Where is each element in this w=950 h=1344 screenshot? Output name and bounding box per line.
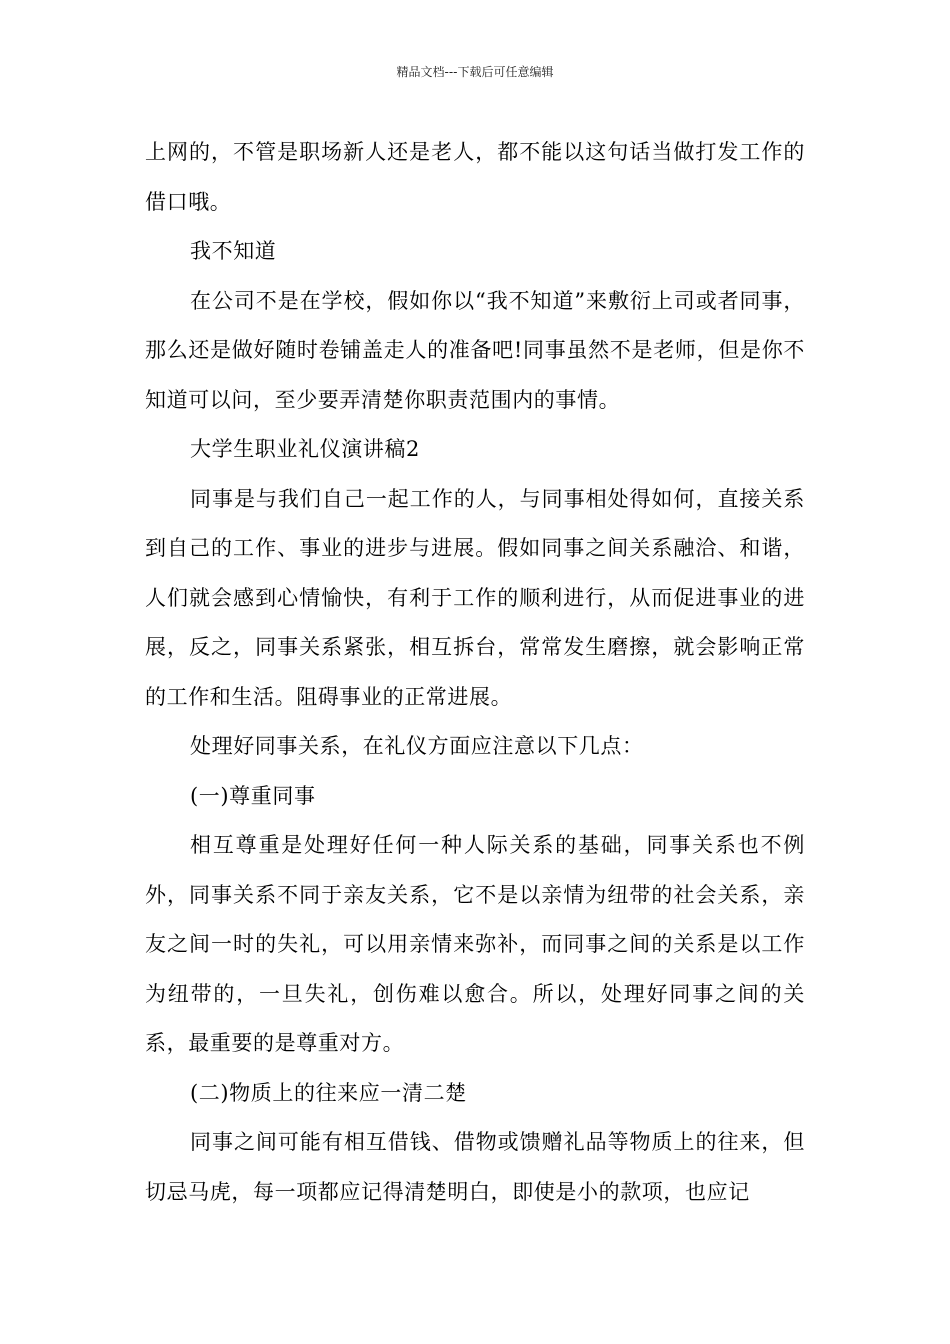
section-title: 大学生职业礼仪演讲稿2 <box>190 437 420 461</box>
document-body <box>145 128 805 1217</box>
paragraph: 处理好同事关系，在礼仪方面应注意以下几点： <box>190 734 644 758</box>
paragraph: 同事之间可能有相互借钱、借物或馈赠礼品等物质上的往来，但切忌马虎，每一项都应记得清楚明白，即使是小的款项，也应记 <box>145 1130 805 1204</box>
paragraph: 相互尊重是处理好任何一种人际关系的基础，同事关系也不例外，同事关系不同于亲友关系，它不是以亲情为纽带的社会关系，亲友之间一时的失礼，可以用亲情来弥补，而同事之间的关系是以工作为纽带的，一旦失礼，创伤难以愈合。所以，处理好同事之间的关系，最重要的是尊重对方。 <box>145 833 805 1055</box>
page-header: 精品文档---下载后可任意编辑 <box>396 65 554 79</box>
paragraph: 同事是与我们自己一起工作的人，与同事相处得如何，直接关系到自己的工作、事业的进步与进展。假如同事之间关系融洽、和谐，人们就会感到心情愉快，有利于工作的顺利进行，从而促进事业的进展，反之，同事关系紧张，相互拆台，常常发生磨擦，就会影响正常的工作和生活。阻碍事业的正常进展。 <box>145 486 805 709</box>
subheading-material-exchanges: (二)物质上的往来应一清二楚 <box>190 1080 467 1105</box>
subheading-respect-colleagues: (一)尊重同事 <box>190 783 316 808</box>
paragraph-continuation: 上网的，不管是职场新人还是老人，都不能以这句话当做打发工作的借口哦。 <box>145 140 805 214</box>
paragraph: 在公司不是在学校，假如你以“我不知道”来敷衍上司或者同事，那么还是做好随时卷铺盖走人的准备吧!同事虽然不是老师，但是你不知道可以问，至少要弄清楚你职责范围内的事情。 <box>145 288 805 412</box>
section-heading-i-dont-know: 我不知道 <box>190 239 277 263</box>
